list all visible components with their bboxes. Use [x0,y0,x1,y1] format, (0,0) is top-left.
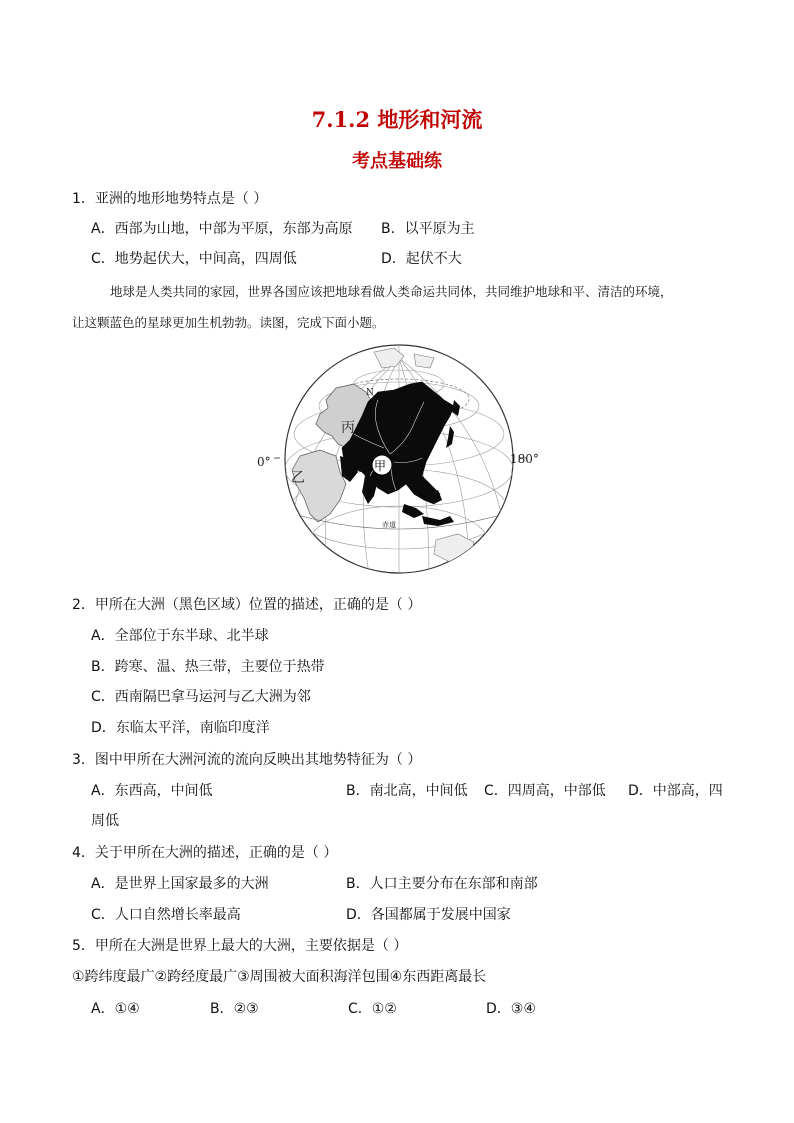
question-5-option-a: A．①④ [91,1001,140,1017]
label-yi: 乙 [291,470,305,486]
question-4-stem: 4．关于甲所在大洲的描述，正确的是（ ） [72,845,338,861]
question-5-option-c: C．①② [348,1001,397,1017]
question-5-items: ①跨纬度最广②跨经度最广③周围被大面积海洋包围④东西距离最长 [72,969,487,985]
question-4-option-b: B．人口主要分布在东部和南部 [346,876,538,892]
intro-passage-line-1: 地球是人类共同的家园，世界各国应该把地球看做人类命运共同体，共同维护地球和平、清洁的环境， [110,284,673,299]
label-equator: 赤道 [382,521,396,529]
question-2-stem: 2．甲所在大洲（黑色区域）位置的描述，正确的是（ ） [72,597,422,613]
label-180-degree: 180° [510,452,539,466]
question-1-stem: 1．亚洲的地形地势特点是（ ） [72,191,268,207]
question-5-stem: 5．甲所在大洲是世界上最大的大洲，主要依据是（ ） [72,938,408,954]
question-3-option-a: A．东西高，中间低 [91,783,213,799]
globe-map-figure [254,344,544,574]
page-subtitle: 考点基础练 [352,151,442,172]
globe-map-svg [254,344,544,574]
question-3-option-c: C．四周高，中部低 [484,783,606,799]
question-3-option-d-continued: 周低 [91,813,119,829]
question-3-stem: 3．图中甲所在大洲河流的流向反映出其地势特征为（ ） [72,752,422,768]
label-jia: 甲 [374,459,387,473]
label-0-degree: 0° [257,455,271,469]
question-5-option-d: D．③④ [486,1001,536,1017]
label-north: N [366,388,374,398]
question-2-option-c: C．西南隔巴拿马运河与乙大洲为邻 [91,689,311,705]
question-3-option-b: B．南北高，中间低 [346,783,468,799]
question-4-option-d: D．各国都属于发展中国家 [346,907,511,923]
question-4-option-a: A．是世界上国家最多的大洲 [91,876,269,892]
question-1-option-d: D．起伏不大 [381,251,462,267]
question-2-option-d: D．东临太平洋，南临印度洋 [91,720,270,736]
label-bing: 丙 [341,420,355,436]
question-5-option-b: B．②③ [210,1001,259,1017]
page-title: 7.1.2 地形和河流 [311,107,483,132]
question-2-option-a: A．全部位于东半球、北半球 [91,628,269,644]
question-1-option-c: C．地势起伏大，中间高，四周低 [91,251,297,267]
question-4-option-c: C．人口自然增长率最高 [91,907,241,923]
intro-passage-line-2: 让这颗蓝色的星球更加生机勃勃。读图，完成下面小题。 [72,315,385,330]
question-2-option-b: B．跨寒、温、热三带，主要位于热带 [91,659,325,675]
question-1-option-a: A．西部为山地，中部为平原，东部为高原 [91,221,353,237]
question-3-option-d: D．中部高，四 [628,783,723,799]
question-1-option-b: B．以平原为主 [381,221,475,237]
